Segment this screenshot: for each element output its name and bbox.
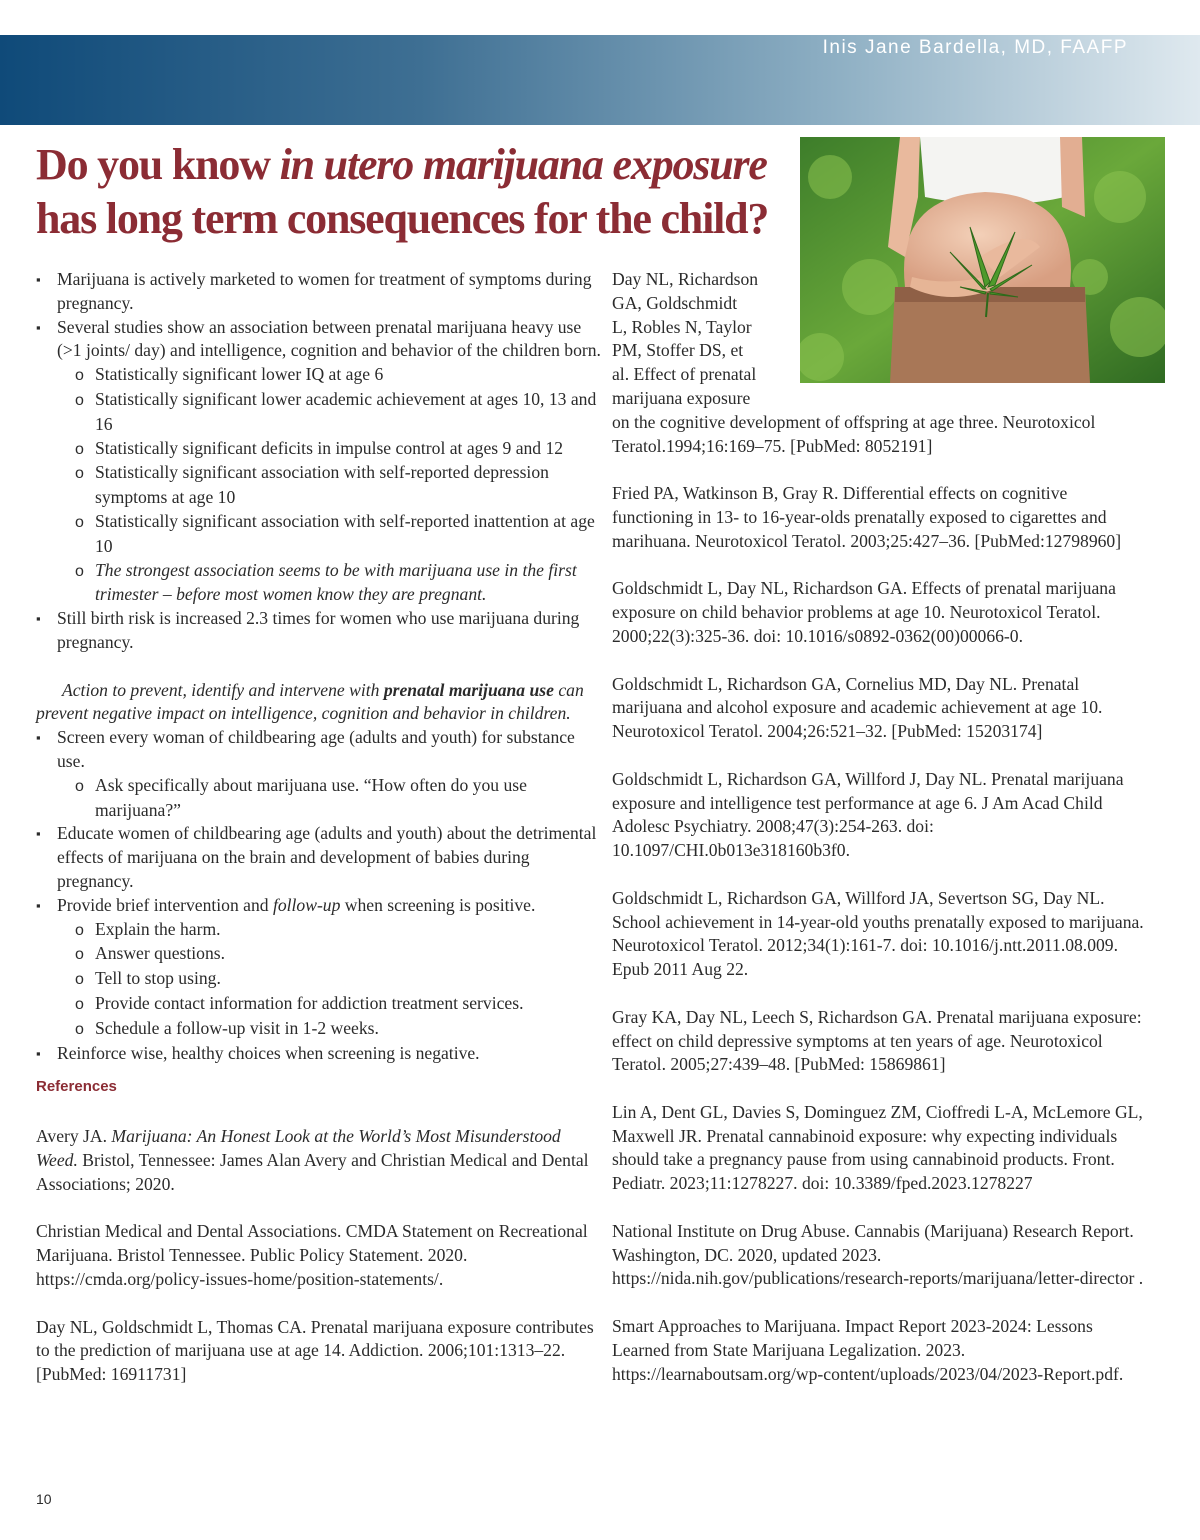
reference-item: Christian Medical and Dental Associations. CMDA Statement on Recreational Marijuana. Bristol Tennessee. Public Policy Statement. 2020. https://cmda.org/policy-issues-home/position-statements/. (36, 1221, 588, 1290)
reference-item: Goldschmidt L, Richardson GA, Willford JA, Severtson SG, Day NL. School achievement in 14-year-old youths prenatally exposed to marijuana. Neurotoxicol Teratol. 2012;34(1):161-7. doi: 10.1016/j.ntt.2011.08.009. Epub 2011 Aug 22. (612, 887, 1144, 980)
list-item: ▪ Screen every woman of childbearing age (adults and youth) for substance use. (36, 726, 606, 774)
list-item: o Provide contact information for addiction treatment services. (75, 992, 524, 1013)
list-item: o Tell to stop using. (75, 968, 221, 989)
reference-item: Day NL, Goldschmidt L, Thomas CA. Prenatal marijuana exposure contributes to the prediction of marijuana use at age 14. Addiction. 2006;101:1313–22. [PubMed: 16911731] (36, 1316, 594, 1385)
list-item: o Statistically significant deficits in impulse control at ages 9 and 12 (75, 437, 564, 458)
list-item: o Statistically significant association with self-reported inattention at age 10 (75, 510, 595, 556)
reference-item: Day NL, Richardson GA, Goldschmidt L, Robles N, Taylor PM, Stoffer DS, et al. Effect of prenatal marijuana exposure on the cognitive development of offspring at age three. Neurotoxicol Teratol.1994;16:169–75. [PubMed: 8052191] (612, 269, 1096, 456)
list-item: o Statistically significant lower IQ at age 6 (75, 364, 384, 385)
action-statement: Action to prevent, identify and intervene with prenatal marijuana use can prevent negative impact on intelligence, cognition and behavior in children. (36, 679, 584, 724)
reference-item: Lin A, Dent GL, Davies S, Dominguez ZM, Cioffredi L-A, McLemore GL, Maxwell JR. Prenatal cannabinoid exposure: why expecting individuals should take a pregnancy pause from using cannabinoid products. Front. Pediatr. 2023;11:1278227. doi: 10.3389/fped.2023.1278227 (612, 1101, 1143, 1194)
list-item: o Schedule a follow-up visit in 1-2 weeks. (75, 1017, 379, 1038)
list-item: o Statistically significant lower academic achievement at ages 10, 13 and 16 (75, 388, 597, 434)
references-heading: References (36, 1078, 117, 1096)
list-item: ▪ Reinforce wise, healthy choices when screening is negative. (36, 1042, 606, 1066)
right-column (612, 268, 1152, 1410)
page-number: 10 (36, 1491, 52, 1507)
list-item: o Answer questions. (75, 943, 225, 964)
bullet-list-facts (36, 268, 606, 655)
left-column (36, 268, 606, 1411)
reference-item: Fried PA, Watkinson B, Gray R. Differential effects on cognitive functioning in 13- to 16-year-olds prenatally exposed to cigarettes and marihuana. Neurotoxicol Teratol. 2003;25:427–36. [PubMed:12798960] (612, 483, 1122, 551)
reference-item: Goldschmidt L, Richardson GA, Cornelius MD, Day NL. Prenatal marijuana and alcohol exposure and academic achievement at age 10. Neurotoxicol Teratol. 2004;26:521–32. [PubMed: 15203174] (612, 673, 1103, 742)
reference-item: Avery JA. Marijuana: An Honest Look at the World’s Most Misunderstood Weed. Bristol, Tennessee: James Alan Avery and Christian Medical and Dental Associations; 2020. (36, 1126, 589, 1194)
list-item: ▪ Several studies show an association between prenatal marijuana heavy use (>1 joints/ day) and intelligence, cognition and behavior of the children born. (36, 316, 606, 364)
list-item: o Explain the harm. (75, 918, 221, 939)
reference-item: Smart Approaches to Marijuana. Impact Report 2023-2024: Lessons Learned from State Marijuana Legalization. 2023. https://learnaboutsam.org/wp-content/uploads/2023/04/2023-Report.pdf. (612, 1316, 1124, 1384)
bullet-list-actions (36, 726, 606, 1065)
list-item: ▪ Still birth risk is increased 2.3 times for women who use marijuana during pregnancy. (36, 607, 606, 655)
list-item: o Statistically significant association with self-reported depression symptoms at age 10 (75, 462, 549, 508)
list-item: o Ask specifically about marijuana use. “How often do you use marijuana?” (75, 774, 527, 820)
list-item: ▪ Provide brief intervention and follow-up when screening is positive. (36, 894, 606, 918)
author-name: Inis Jane Bardella, MD, FAAFP (822, 37, 1128, 58)
page-title: Do you know in utero marijuana exposure has long term consequences for the child? (36, 140, 769, 243)
list-item: ▪ Educate women of childbearing age (adults and youth) about the detrimental effects of marijuana on the brain and development of babies during pregnancy. (36, 822, 606, 893)
list-item: o The strongest association seems to be with marijuana use in the first trimester – before most women know they are pregnant. (75, 559, 577, 605)
reference-item: Gray KA, Day NL, Leech S, Richardson GA. Prenatal marijuana exposure: effect on child depressive symptoms at ten years of age. Neurotoxicol Teratol. 2005;27:439–48. [PubMed: 15869861] (612, 1006, 1142, 1075)
list-item: ▪ Marijuana is actively marketed to women for treatment of symptoms during pregnancy. (36, 268, 606, 316)
reference-item: Goldschmidt L, Day NL, Richardson GA. Effects of prenatal marijuana exposure on child behavior problems at age 10. Neurotoxicol Teratol. 2000;22(3):325-36. doi: 10.1016/s0892-0362(00)00066-0. (612, 578, 1116, 646)
reference-item: Goldschmidt L, Richardson GA, Willford J, Day NL. Prenatal marijuana exposure and intelligence test performance at age 6. J Am Acad Child Adolesc Psychiatry. 2008;47(3):254-263. doi: 10.1097/CHI.0b013e318160b3f0. (612, 768, 1124, 861)
reference-item: National Institute on Drug Abuse. Cannabis (Marijuana) Research Report. Washington, DC. 2020, updated 2023. https://nida.nih.gov/publications/research-reports/marijuana/letter-director . (612, 1220, 1144, 1289)
